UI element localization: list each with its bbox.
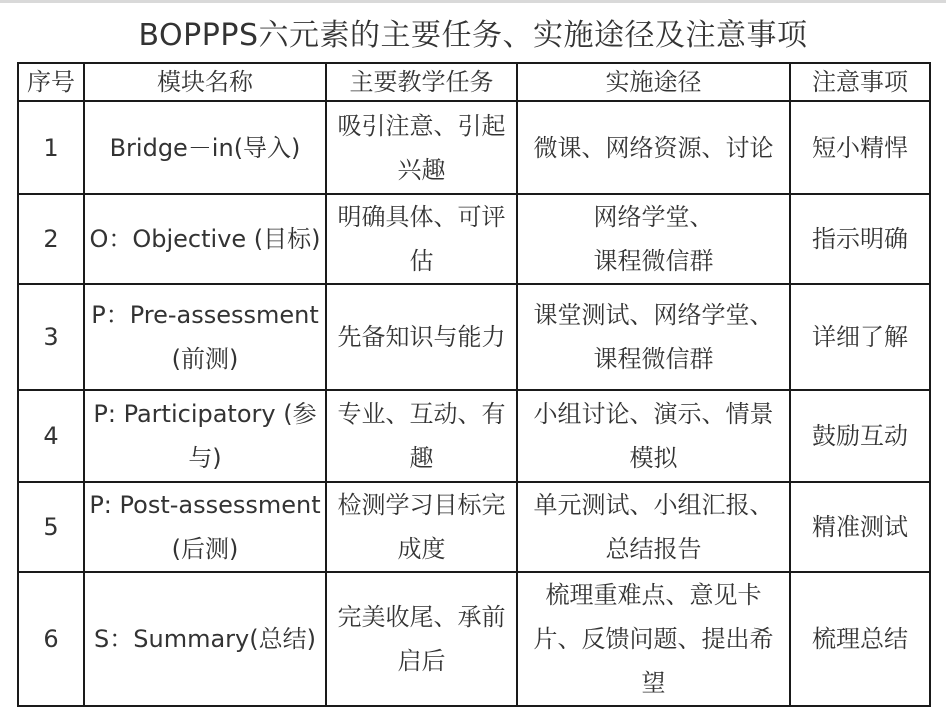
cell-module: S：Summary(总结) [84,572,326,706]
table-row [18,390,930,482]
cell-module: P: Participatory (参与) [84,390,326,482]
cell-module: Bridge－in(导入) [84,101,326,194]
cell-task: 专业、互动、有趣 [326,390,517,482]
cell-approach: 小组讨论、演示、情景模拟 [517,390,790,482]
table-header-row [18,63,930,101]
cell-approach: 微课、网络资源、讨论 [517,101,790,194]
header-module: 模块名称 [84,63,326,101]
header-note: 注意事项 [790,63,930,101]
cell-note: 梳理总结 [790,572,930,706]
cell-no: 3 [18,284,84,390]
cell-approach: 网络学堂、 课程微信群 [517,194,790,284]
cell-note: 精准测试 [790,482,930,572]
cell-task: 吸引注意、引起兴趣 [326,101,517,194]
header-approach: 实施途径 [517,63,790,101]
cell-task: 明确具体、可评估 [326,194,517,284]
cell-approach: 课堂测试、网络学堂、课程微信群 [517,284,790,390]
page-title: BOPPPS六元素的主要任务、实施途径及注意事项 [138,18,808,53]
cell-task: 先备知识与能力 [326,284,517,390]
cell-no: 4 [18,390,84,482]
header-task: 主要教学任务 [326,63,517,101]
cell-no: 5 [18,482,84,572]
cell-approach: 单元测试、小组汇报、总结报告 [517,482,790,572]
cell-task: 完美收尾、承前启后 [326,572,517,706]
table-row [18,194,930,284]
cell-module: P: Post-assessment(后测) [84,482,326,572]
table-row [18,284,930,390]
cell-no: 2 [18,194,84,284]
cell-note: 指示明确 [790,194,930,284]
cell-note: 短小精悍 [790,101,930,194]
boppps-table [17,62,931,707]
cell-task: 检测学习目标完成度 [326,482,517,572]
cell-no: 1 [18,101,84,194]
cell-module: P：Pre-assessment(前测) [84,284,326,390]
table-row [18,482,930,572]
table-row [18,572,930,706]
cell-module: O：Objective (目标) [84,194,326,284]
cell-approach: 梳理重难点、意见卡片、反馈问题、提出希望 [517,572,790,706]
cell-note: 鼓励互动 [790,390,930,482]
cell-note: 详细了解 [790,284,930,390]
header-no: 序号 [18,63,84,101]
cell-no: 6 [18,572,84,706]
table-row [18,101,930,194]
top-divider [0,0,946,3]
